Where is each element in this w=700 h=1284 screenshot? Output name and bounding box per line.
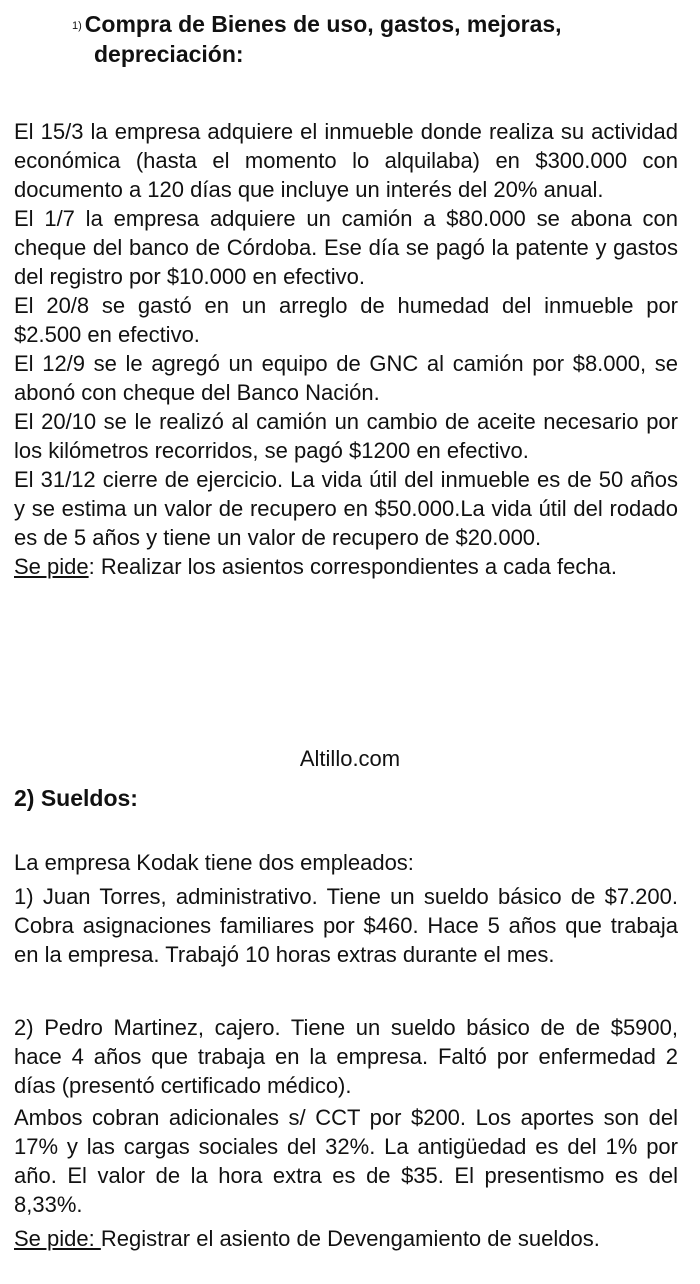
section-1-number: 1): [72, 19, 82, 32]
section-1-title-line-1: Compra de Bienes de uso, gastos, mejoras,: [84, 11, 562, 37]
paragraph-year-end-closing: El 31/12 cierre de ejercicio. La vida útil del inmueble es de 50 años y se estima un valor de recupero en $50.000.La vida útil del rodado es de 5 años y tiene un valor de recupero de $20.000.: [14, 467, 678, 550]
section-1-body: [14, 117, 678, 581]
section-1-request-label: Se pide: [14, 554, 89, 579]
section-1-request: [14, 552, 678, 581]
paragraph-repair-humidity: El 20/8 se gastó en un arreglo de humedad del inmueble por $2.500 en efectivo.: [14, 293, 678, 347]
employee-1-paragraph: 1) Juan Torres, administrativo. Tiene un sueldo básico de $7.200. Cobra asignaciones familiares por $460. Hace 5 años que trabaja en la empresa. Trabajó 10 horas extras durante el mes.: [14, 884, 678, 967]
paragraph-oil-change: El 20/10 se le realizó al camión un cambio de aceite necesario por los kilómetros recorridos, se pagó $1200 en efectivo.: [14, 409, 678, 463]
watermark-text: Altillo.com: [299, 746, 401, 771]
conditions-paragraph: Ambos cobran adicionales s/ CCT por $200. Los aportes son del 17% y las cargas sociales del 32%. La antigüedad es del 1% por año. El valor de la hora extra es de $35. El presentismo es del 8,33%.: [14, 1105, 678, 1217]
section-1-title-line-2: depreciación:: [94, 40, 244, 67]
paragraph-purchase-building: El 15/3 la empresa adquiere el inmueble donde realiza su actividad económica (hasta el momento lo alquilaba) en $300.000 con documento a 120 días que incluye un interés del 20% anual.: [14, 119, 678, 202]
paragraph-gnc-equipment: El 12/9 se le agregó un equipo de GNC al camión por $8.000, se abonó con cheque del Banco Nación.: [14, 351, 678, 405]
section-1-request-text: : Realizar los asientos correspondientes a cada fecha.: [88, 554, 617, 579]
section-1-title: [72, 10, 682, 68]
paragraph-purchase-truck: El 1/7 la empresa adquiere un camión a $80.000 se abona con cheque del banco de Córdoba. Ese día se pagó la patente y gastos del registro por $10.000 en efectivo.: [14, 206, 678, 289]
section-2-request-text: Registrar el asiento de Devengamiento de sueldos.: [100, 1226, 600, 1251]
section-2-request-label: Se pide:: [14, 1226, 101, 1251]
employee-2-paragraph: 2) Pedro Martinez, cajero. Tiene un sueldo básico de de $5900, hace 4 años que trabaja en la empresa. Faltó por enfermedad 2 días (presentó certificado médico).: [14, 1015, 678, 1098]
section-2-intro: La empresa Kodak tiene dos empleados:: [14, 850, 414, 875]
section-2-request: [14, 1224, 678, 1253]
section-2-title: 2) Sueldos:: [14, 785, 138, 811]
